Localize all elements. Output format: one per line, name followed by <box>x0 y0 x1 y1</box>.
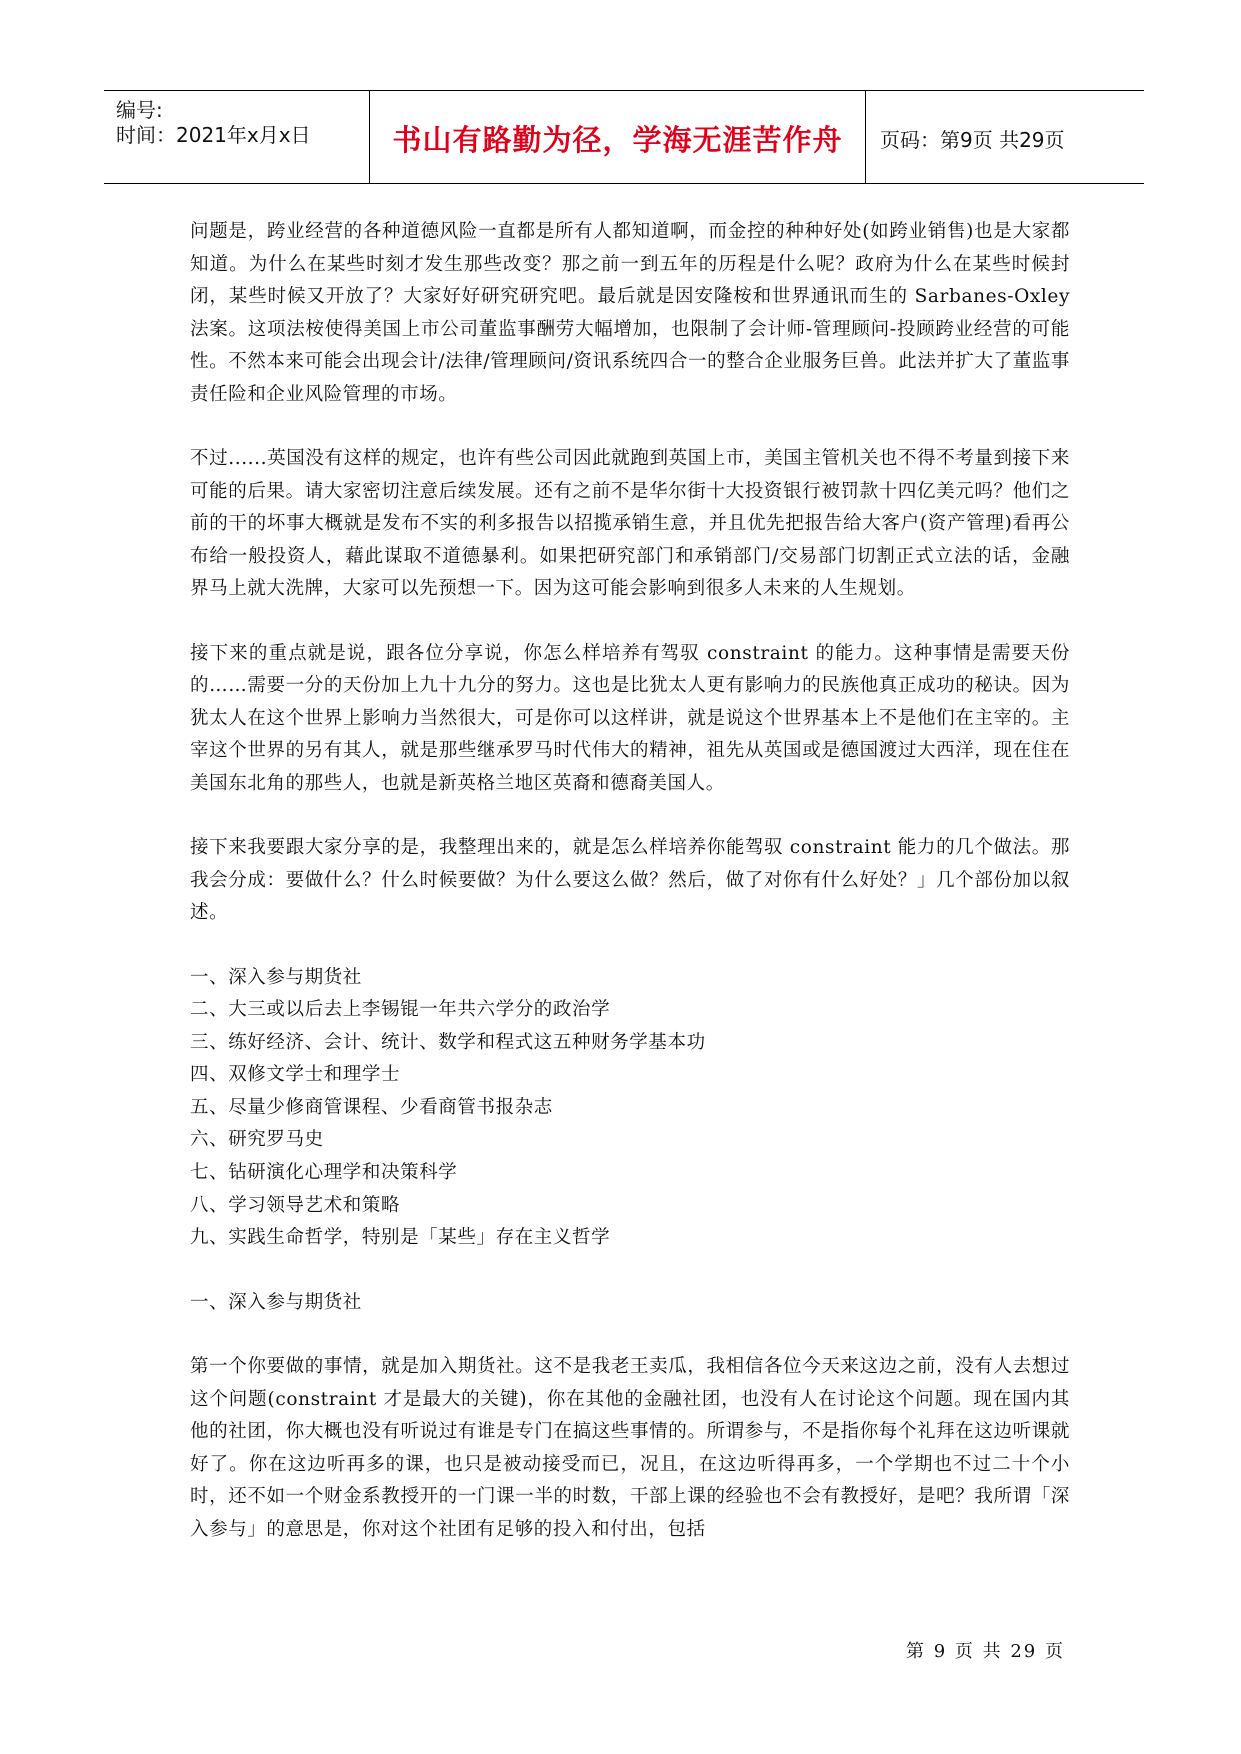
list-item: 二、大三或以后去上李锡锟一年共六学分的政治学 <box>190 999 611 1021</box>
paragraph: 问题是，跨业经营的各种道德风险一直都是所有人都知道啊，而金控的种种好处(如跨业销售)也是大家都知道。为什么在某些时刻才发生那些改变？那之前一到五年的历程是什么呢？政府为什么在某些时候封闭，某些时候又开放了？大家好好研究研究吧。最后就是因安隆桉和世界通讯而生的 Sarbanes-Oxley 法案。这项法桉使得美国上市公司董监事酬劳大幅增加，也限制了会计师-管理顾问-投顾跨业经营的可能性。不然本来可能会出现会计/法律/管理顾问/资讯系统四合一的整合企业服务巨兽。此法并扩大了董监事责任险和企业风险管理的市场。 <box>190 221 1071 405</box>
document-body <box>190 216 1070 1578</box>
list-item: 六、研究罗马史 <box>190 1129 324 1151</box>
paragraph: 不过......英国没有这样的规定，也许有些公司因此就跑到英国上市，美国主管机关也不得不考量到接下来可能的后果。请大家密切注意后续发展。还有之前不是华尔街十大投资银行被罚款十四亿美元吗？他们之前的干的坏事大概就是发布不实的利多报告以招揽承销生意，并且优先把报告给大客户(资产管理)看再公布给一般投资人，藉此谋取不道德暴利。如果把研究部门和承销部门/交易部门切割正式立法的话，金融界马上就大洗牌，大家可以先预想一下。因为这可能会影响到很多人未来的人生规划。 <box>190 448 1070 599</box>
page-header <box>104 90 1144 184</box>
section-heading: 一、深入参与期货社 <box>190 1291 362 1313</box>
list-item: 四、双修文学士和理学士 <box>190 1064 401 1086</box>
list-item: 九、实践生命哲学，特别是「某些」存在主义哲学 <box>190 1227 611 1249</box>
paragraph: 接下来的重点就是说，跟各位分享说，你怎么样培养有驾驭 constraint 的能力。这种事情是需要天份的……需要一分的天份加上九十九分的努力。这也是比犹太人更有影响力的民族他真正成功的秘诀。因为犹太人在这个世界上影响力当然很大，可是你可以这样讲，就是说这个世界基本上不是他们在主宰的。主宰这个世界的另有其人，就是那些继承罗马时代伟大的精神，祖先从英国或是德国渡过大西洋，现在住在美国东北角的那些人，也就是新英格兰地区英裔和德裔美国人。 <box>190 642 1070 794</box>
list-item: 五、尽量少修商管课程、少看商管书报杂志 <box>190 1096 553 1118</box>
list-item: 三、练好经济、会计、统计、数学和程式这五种财务学基本功 <box>190 1031 706 1053</box>
list-item: 一、深入参与期货社 <box>190 966 362 988</box>
header-left-cell <box>104 91 369 183</box>
paragraph: 第一个你要做的事情，就是加入期货社。这不是我老王卖瓜，我相信各位今天来这边之前，没有人去想过这个问题(constraint 才是最大的关键)，你在其他的金融社团，也没有人在讨论这个问题。现在国内其他的社团，你大概也没有听说过有谁是专门在搞这些事情的。所谓参与，不是指你每个礼拜在这边听课就好了。你在这边听再多的课，也只是被动接受而已，况且，在这边听得再多，一个学期也不过二十个小时，还不如一个财金系教授开的一门课一半的时数，干部上课的经验也不会有教授好，是吧？我所谓「深入参与」的意思是，你对这个社团有足够的投入和付出，包括 <box>190 1356 1070 1540</box>
document-time-label: 时间：2021年x月x日 <box>116 123 311 147</box>
list-item: 七、钻研演化心理学和决策科学 <box>190 1162 458 1184</box>
outline-list <box>190 962 1070 1255</box>
header-motto-cell <box>369 91 866 183</box>
paragraph: 接下来我要跟大家分享的是，我整理出来的，就是怎么样培养你能驾驭 constraint 能力的几个做法。那我会分成：要做什么？什么时候要做？为什么要这么做？然后，做了对你有什么好处？」几个部份加以叙述。 <box>190 837 1070 923</box>
header-motto: 书山有路勤为径，学海无涯苦作舟 <box>392 123 843 157</box>
document-number-label: 编号: <box>116 98 163 122</box>
header-right-cell <box>866 91 1144 183</box>
header-page-label: 页码：第9页 共29页 <box>880 128 1065 152</box>
page-footer: 第 9 页 共 29 页 <box>906 1641 1065 1662</box>
list-item: 八、学习领导艺术和策略 <box>190 1194 401 1216</box>
